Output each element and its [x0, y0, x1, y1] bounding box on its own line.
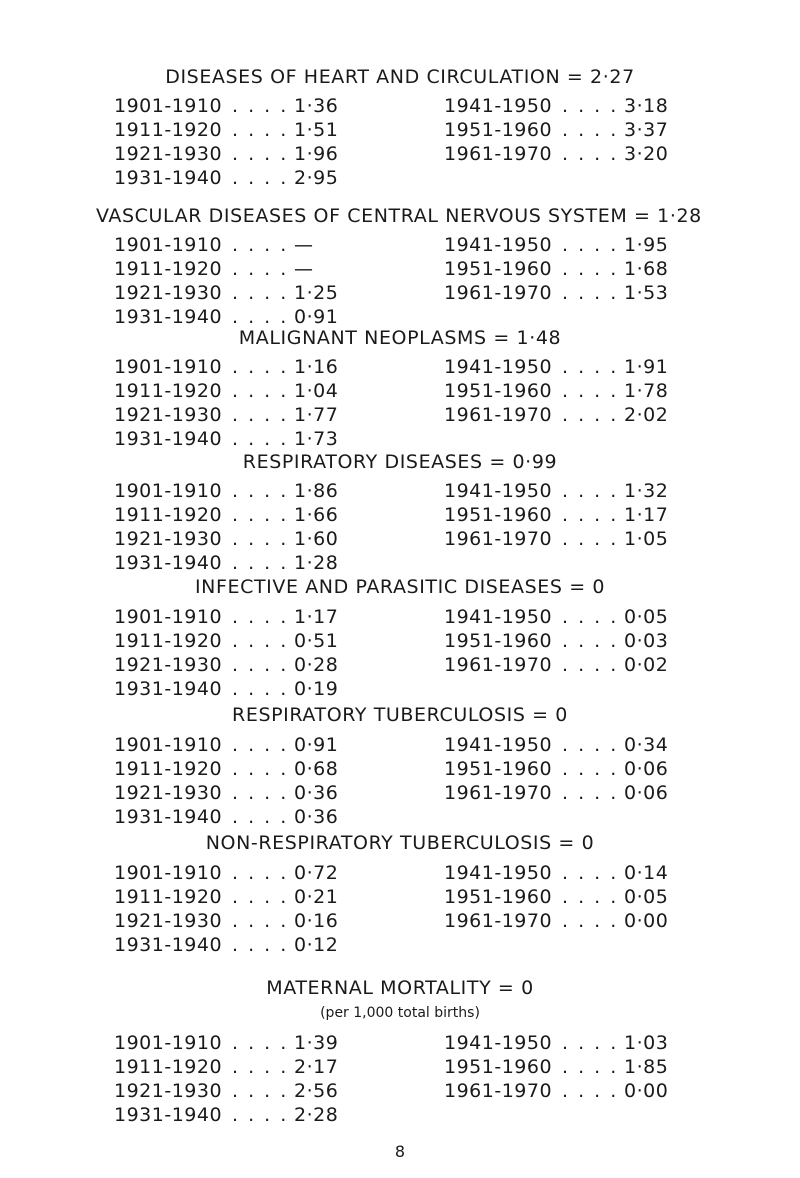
table-row: 1911-1920 . . . . —	[114, 258, 314, 280]
table-row: 1931-1940 . . . . 1·28	[114, 552, 339, 574]
table-row: 1951-1960 . . . . 3·37	[444, 119, 669, 141]
table-row: 1941-1950 . . . . 1·91	[444, 356, 669, 378]
table-row: 1931-1940 . . . . 0·36	[114, 806, 339, 828]
section-title: RESPIRATORY DISEASES = 0·99	[242, 451, 558, 473]
page-number: 8	[394, 1142, 406, 1161]
table-row: 1951-1960 . . . . 1·85	[444, 1056, 669, 1078]
table-row: 1911-1920 . . . . 2·17	[114, 1056, 339, 1078]
table-row: 1911-1920 . . . . 0·21	[114, 886, 339, 908]
table-row: 1951-1960 . . . . 0·05	[444, 886, 669, 908]
table-row: 1931-1940 . . . . 2·28	[114, 1104, 339, 1126]
table-row: 1961-1970 . . . . 0·00	[444, 910, 669, 932]
table-row: 1961-1970 . . . . 3·20	[444, 143, 669, 165]
section-title: NON-RESPIRATORY TUBERCULOSIS = 0	[205, 832, 595, 854]
table-row: 1941-1950 . . . . 0·34	[444, 734, 669, 756]
section-subtitle: (per 1,000 total births)	[320, 1005, 480, 1021]
table-row: 1931-1940 . . . . 2·95	[114, 167, 339, 189]
table-row: 1901-1910 . . . . —	[114, 234, 314, 256]
table-row: 1951-1960 . . . . 1·78	[444, 380, 669, 402]
table-row: 1961-1970 . . . . 0·00	[444, 1080, 669, 1102]
table-row: 1921-1930 . . . . 1·77	[114, 404, 339, 426]
table-row: 1961-1970 . . . . 1·53	[444, 282, 669, 304]
section-title: INFECTIVE AND PARASITIC DISEASES = 0	[194, 576, 606, 598]
table-row: 1911-1920 . . . . 1·51	[114, 119, 339, 141]
table-row: 1911-1920 . . . . 1·66	[114, 504, 339, 526]
table-row: 1911-1920 . . . . 0·68	[114, 758, 339, 780]
table-row: 1961-1970 . . . . 2·02	[444, 404, 669, 426]
section-title: DISEASES OF HEART AND CIRCULATION = 2·27	[165, 66, 635, 88]
table-row: 1951-1960 . . . . 1·68	[444, 258, 669, 280]
table-row: 1921-1930 . . . . 2·56	[114, 1080, 339, 1102]
table-row: 1901-1910 . . . . 1·17	[114, 606, 339, 628]
table-row: 1941-1950 . . . . 1·95	[444, 234, 669, 256]
section-title: VASCULAR DISEASES OF CENTRAL NERVOUS SYSTEM = 1·28	[96, 205, 702, 227]
table-row: 1901-1910 . . . . 1·16	[114, 356, 339, 378]
table-row: 1951-1960 . . . . 0·06	[444, 758, 669, 780]
table-row: 1941-1950 . . . . 1·32	[444, 480, 669, 502]
table-row: 1951-1960 . . . . 0·03	[444, 630, 669, 652]
table-row: 1921-1930 . . . . 0·36	[114, 782, 339, 804]
table-row: 1931-1940 . . . . 0·19	[114, 678, 339, 700]
table-row: 1921-1930 . . . . 0·16	[114, 910, 339, 932]
table-row: 1921-1930 . . . . 1·96	[114, 143, 339, 165]
table-row: 1911-1920 . . . . 1·04	[114, 380, 339, 402]
table-row: 1961-1970 . . . . 1·05	[444, 528, 669, 550]
table-row: 1921-1930 . . . . 1·60	[114, 528, 339, 550]
table-row: 1961-1970 . . . . 0·02	[444, 654, 669, 676]
table-row: 1921-1930 . . . . 1·25	[114, 282, 339, 304]
table-row: 1901-1910 . . . . 0·72	[114, 862, 339, 884]
table-row: 1931-1940 . . . . 1·73	[114, 428, 339, 450]
table-row: 1901-1910 . . . . 0·91	[114, 734, 339, 756]
section-title: MATERNAL MORTALITY = 0	[266, 977, 534, 999]
table-row: 1961-1970 . . . . 0·06	[444, 782, 669, 804]
table-row: 1901-1910 . . . . 1·39	[114, 1032, 339, 1054]
table-row: 1901-1910 . . . . 1·36	[114, 95, 339, 117]
table-row: 1901-1910 . . . . 1·86	[114, 480, 339, 502]
table-row: 1941-1950 . . . . 1·03	[444, 1032, 669, 1054]
table-row: 1921-1930 . . . . 0·28	[114, 654, 339, 676]
table-row: 1951-1960 . . . . 1·17	[444, 504, 669, 526]
table-row: 1931-1940 . . . . 0·91	[114, 306, 339, 328]
section-title: MALIGNANT NEOPLASMS = 1·48	[238, 327, 562, 349]
table-row: 1941-1950 . . . . 0·05	[444, 606, 669, 628]
section-title: RESPIRATORY TUBERCULOSIS = 0	[232, 704, 568, 726]
table-row: 1911-1920 . . . . 0·51	[114, 630, 339, 652]
table-row: 1941-1950 . . . . 3·18	[444, 95, 669, 117]
table-row: 1931-1940 . . . . 0·12	[114, 934, 339, 956]
table-row: 1941-1950 . . . . 0·14	[444, 862, 669, 884]
